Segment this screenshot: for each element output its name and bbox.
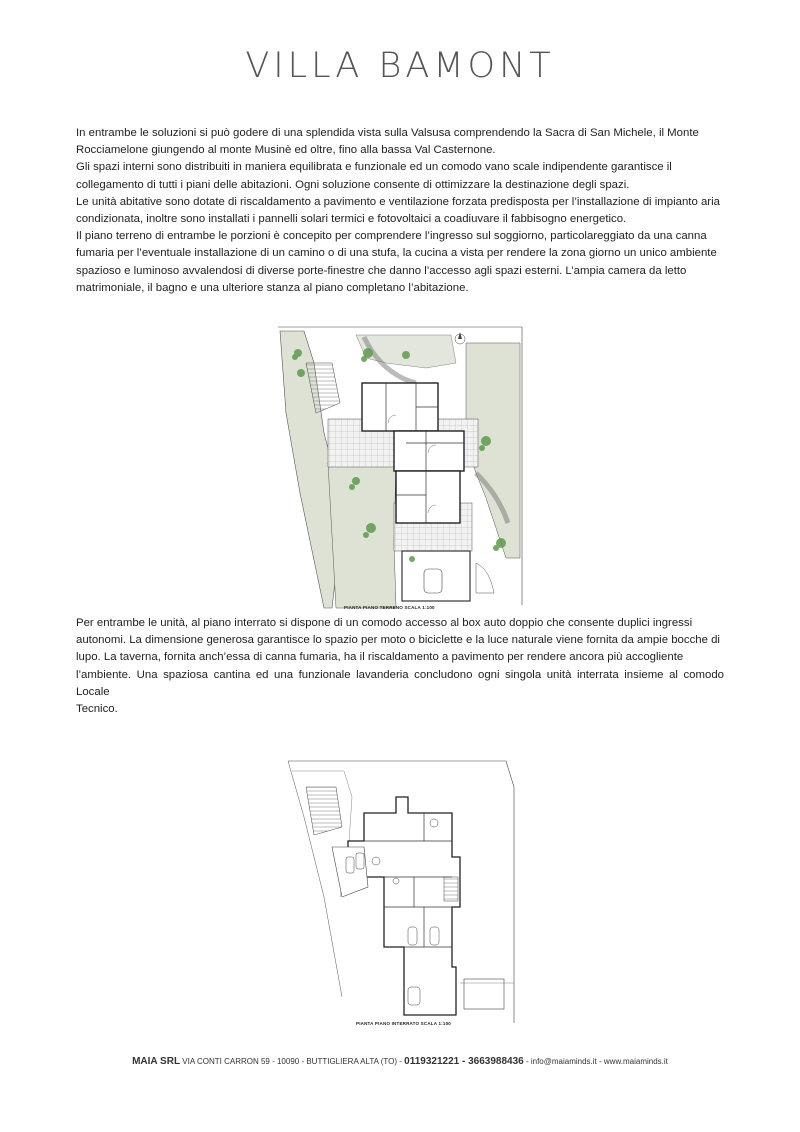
intro-line: In entrambe le soluzioni si può godere di una splendida vista sulla Valsusa comprendendo la Sacra di San Michele, il Monte (76, 127, 699, 139)
footer-phones: 0119321221 - 3663988436 (404, 1056, 524, 1067)
page-title: VILLA BAMONT (245, 46, 555, 86)
ground-plan-caption: PIANTA PIANO TERRENO SCALA 1:100 (344, 605, 435, 610)
intro-line: collegamento di tutti i piani delle abitazioni. Ogni soluzione consente di ottimizzare la destinazione degli spazi. (76, 178, 630, 191)
basement-line: autonomi. La dimensione generosa garantisce lo spazio per moto o biciclette e la luce naturale viene fornita da ampie bocche di (76, 634, 720, 647)
basement-floor-plan-drawing (284, 757, 516, 1031)
basement-plan-caption: PIANTA PIANO INTERRATO SCALA 1:100 (356, 1021, 451, 1026)
basement-paragraph (76, 615, 724, 718)
intro-line: fumaria per l’eventuale installazione di un camino o di una stufa, la cucina a vista per rendere la zona giorno un unico ambiente (76, 247, 717, 260)
footer-address: VIA CONTI CARRON 59 - 10090 - BUTTIGLIERA ALTA (TO) - (182, 1057, 402, 1066)
basement-line: Tecnico. (76, 703, 118, 716)
intro-line: matrimoniale, il bagno e una ulteriore stanza al piano completano l’abitazione. (76, 281, 469, 294)
intro-line: Il piano terreno di entrambe le porzioni è concepito per comprendere l’ingresso sul soggiorno, particolareggiato da una canna (76, 230, 707, 243)
intro-line: condizionata, inoltre sono installati i pannelli solari termici e fotovoltaici a coadiuvare il fabbisogno energetico. (76, 213, 627, 226)
intro-line: Rocciamelone giungendo al monte Musinè ed oltre, fino alla bassa Val Casternone. (76, 144, 496, 157)
basement-floor-plan (284, 757, 516, 1031)
basement-line: l’ambiente. Una spaziosa cantina ed una funzionale lavanderia concludono ogni singola unità interrata insieme al comodo Locale (76, 668, 724, 698)
footer-contacts: - info@maiaminds.it - www.maiaminds.it (525, 1057, 668, 1066)
basement-line: lupo. La taverna, fornita anch’essa di canna fumaria, ha il riscaldamento a pavimento per rendere ancora più accogliente (76, 651, 684, 664)
intro-paragraph (76, 125, 724, 297)
ground-floor-plan-drawing (276, 323, 524, 613)
basement-line: Per entrambe le unità, al piano interrato si dispone di un comodo accesso al box auto doppio che consente duplici ingressi (76, 617, 693, 629)
intro-line: Le unità abitative sono dotate di riscaldamento a pavimento e ventilazione forzata predisposta per l’installazione di impianto aria (76, 195, 720, 208)
intro-line: spazioso e luminoso avvalendosi di diverse porte-finestre che danno l’accesso agli spazi esterni. L’ampia camera da letto (76, 264, 687, 277)
ground-floor-plan (276, 323, 524, 613)
footer-company: MAIA SRL (132, 1056, 181, 1067)
intro-line: Gli spazi interni sono distribuiti in maniera equilibrata e funzionale ed un comodo vano scale indipendente garantisce il (76, 161, 672, 174)
footer (0, 1056, 800, 1067)
